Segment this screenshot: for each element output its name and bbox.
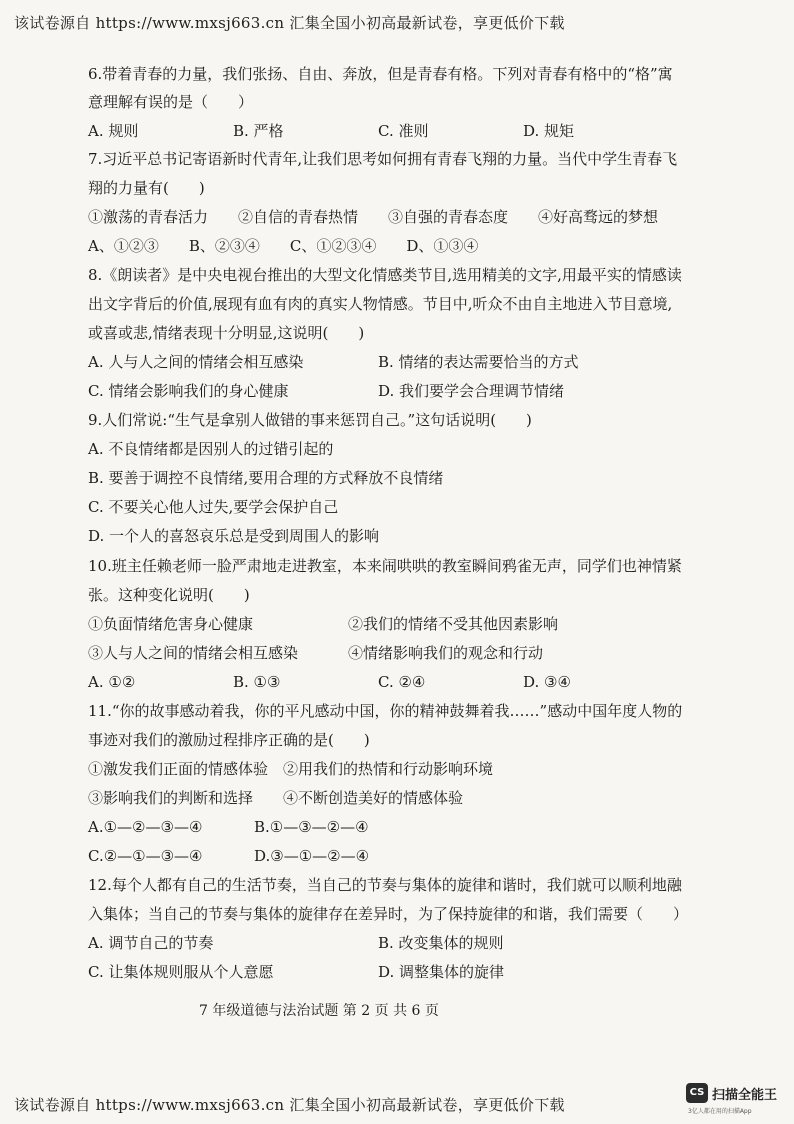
question-8-line-1: 8.《朗读者》是中央电视台推出的大型文化情感类节目,选用精美的文字,用最平实的情感读 xyxy=(88,266,682,284)
q10-option-b: B. ①③ xyxy=(233,673,281,691)
q11-option-b: B.①—③—②—④ xyxy=(254,818,369,836)
source-banner-top: 该试卷源自 https://www.mxsj663.cn 汇集全国小初高最新试卷，享更低价下载 xyxy=(14,14,565,32)
q6-option-d: D. 规矩 xyxy=(523,122,575,140)
question-7-line-1: 7.习近平总书记寄语新时代青年,让我们思考如何拥有青春飞翔的力量。当代中学生青春飞 xyxy=(88,150,678,168)
question-12-line-1: 12.每个人都有自己的生活节奏，当自己的节奏与集体的旋律和谐时，我们就可以顺利地融 xyxy=(88,876,682,894)
q9-option-a: A. 不良情绪都是因别人的过错引起的 xyxy=(88,440,334,458)
question-8-line-2: 出文字背后的价值,展现有血有肉的真实人物情感。节目中,听众不由自主地进入节目意境, xyxy=(88,295,673,313)
q10-statement-4: ④情绪影响我们的观念和行动 xyxy=(348,644,544,662)
question-11-line-1: 11.“你的故事感动着我，你的平凡感动中国，你的精神鼓舞着我……”感动中国年度人物的 xyxy=(88,702,683,720)
q11-option-c: C.②—①—③—④ xyxy=(88,847,203,865)
q6-option-b: B. 严格 xyxy=(233,122,284,140)
q8-option-a: A. 人与人之间的情绪会相互感染 xyxy=(88,353,304,371)
question-11-line-2: 事迹对我们的激励过程排序正确的是( ) xyxy=(88,731,370,749)
q10-option-d: D. ③④ xyxy=(523,673,571,691)
q11-option-a: A.①—②—③—④ xyxy=(88,818,203,836)
source-banner-bottom: 该试卷源自 https://www.mxsj663.cn 汇集全国小初高最新试卷，享更低价下载 xyxy=(14,1096,565,1114)
q11-option-d: D.③—①—②—④ xyxy=(254,847,370,865)
q12-option-c: C. 让集体规则服从个人意愿 xyxy=(88,963,274,981)
q12-option-b: B. 改变集体的规则 xyxy=(378,934,504,952)
q8-option-c: C. 情绪会影响我们的身心健康 xyxy=(88,382,289,400)
q7-statements: ①激荡的青春活力 ②自信的青春热情 ③自强的青春态度 ④好高骛远的梦想 xyxy=(88,208,659,226)
q12-option-d: D. 调整集体的旋律 xyxy=(378,963,505,981)
q6-option-a: A. 规则 xyxy=(88,122,139,140)
q7-options: A、①②③ B、②③④ C、①②③④ D、①③④ xyxy=(88,237,479,255)
q10-option-c: C. ②④ xyxy=(378,673,426,691)
question-6-line-2: 意理解有误的是（ ） xyxy=(88,93,254,111)
q10-statement-3: ③人与人之间的情绪会相互感染 xyxy=(88,644,299,662)
scanner-app-name: 扫描全能王 xyxy=(712,1088,778,1103)
q11-statements-line-2: ③影响我们的判断和选择 ④不断创造美好的情感体验 xyxy=(88,789,464,807)
question-12-line-2: 入集体；当自己的节奏与集体的旋律存在差异时，为了保持旋律的和谐，我们需要（ ） xyxy=(88,905,689,923)
question-9-line-1: 9.人们常说:“生气是拿别人做错的事来惩罚自己。”这句话说明( ) xyxy=(88,411,532,429)
scanner-badge xyxy=(686,1083,784,1117)
q12-option-a: A. 调节自己的节奏 xyxy=(88,934,214,952)
camscanner-logo-icon: CS xyxy=(686,1083,708,1103)
q9-option-c: C. 不要关心他人过失,要学会保护自己 xyxy=(88,498,339,516)
scanner-app-tagline: 3亿人都在用的扫描App xyxy=(688,1108,752,1115)
q10-option-a: A. ①② xyxy=(88,673,136,691)
question-10-line-2: 张。这种变化说明( ) xyxy=(88,586,250,604)
q9-option-b: B. 要善于调控不良情绪,要用合理的方式释放不良情绪 xyxy=(88,469,444,487)
q10-statement-2: ②我们的情绪不受其他因素影响 xyxy=(348,615,559,633)
q8-option-b: B. 情绪的表达需要恰当的方式 xyxy=(378,353,579,371)
q9-option-d: D. 一个人的喜怒哀乐总是受到周围人的影响 xyxy=(88,527,380,545)
question-7-line-2: 翔的力量有( ) xyxy=(88,179,205,197)
q6-option-c: C. 准则 xyxy=(378,122,429,140)
q8-option-d: D. 我们要学会合理调节情绪 xyxy=(378,382,565,400)
question-6-line-1: 6.带着青春的力量，我们张扬、自由、奔放，但是青春有格。下列对青春有格中的“格”寓 xyxy=(88,65,673,83)
question-10-line-1: 10.班主任赖老师一脸严肃地走进教室，本来闹哄哄的教室瞬间鸦雀无声，同学们也神情紧 xyxy=(88,557,682,575)
question-8-line-3: 或喜或悲,情绪表现十分明显,这说明( ) xyxy=(88,324,365,342)
q11-statements-line-1: ①激发我们正面的情感体验 ②用我们的热情和行动影响环境 xyxy=(88,760,494,778)
page-footer: 7 年级道德与法治试题 第 2 页 共 6 页 xyxy=(199,1003,439,1019)
q10-statement-1: ①负面情绪危害身心健康 xyxy=(88,615,254,633)
